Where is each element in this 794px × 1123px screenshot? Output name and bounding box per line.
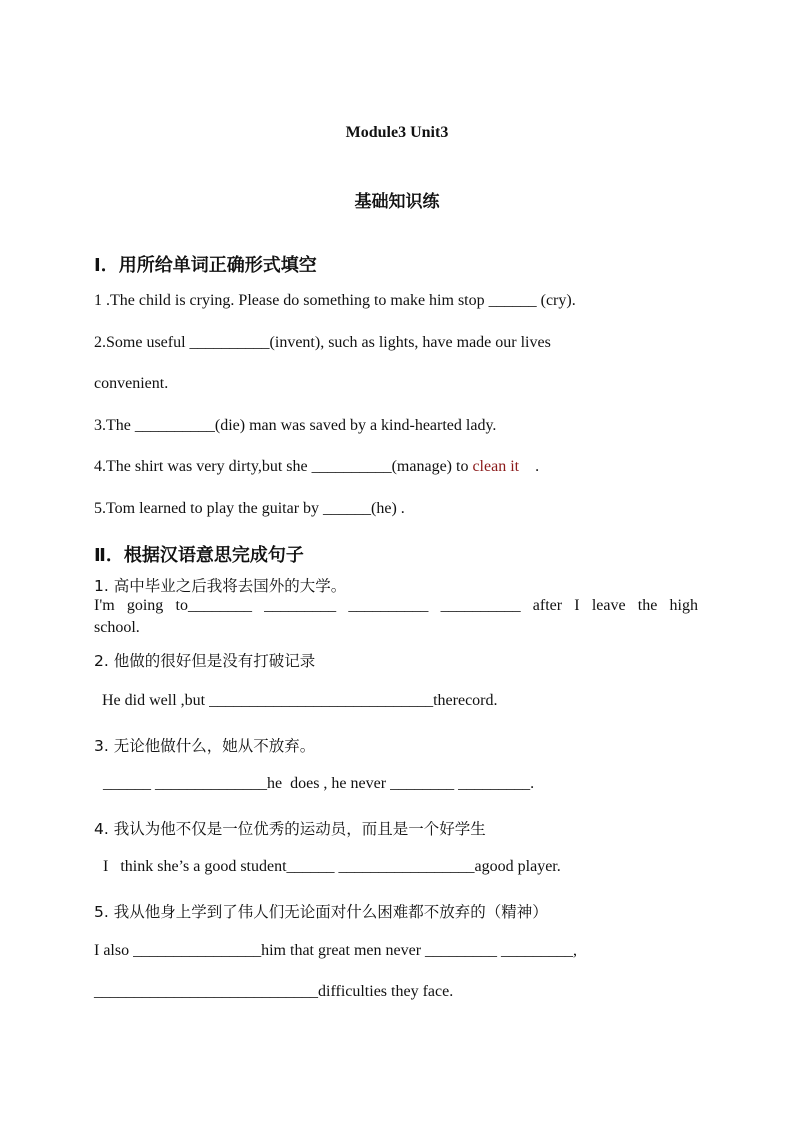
s2-question-2-english: He did well ,but ____________________________therecord.	[102, 692, 498, 709]
section-2-heading: Ⅱ．根据汉语意思完成句子	[94, 545, 304, 566]
s1-question-1: 1 .The child is crying. Please do something to make him stop ______ (cry).	[94, 292, 576, 309]
page-subtitle: 基础知识练	[354, 192, 440, 212]
s1-question-4-text: 4.The shirt was very dirty,but she __________(manage) to	[94, 458, 473, 475]
s1-question-4-highlight: clean it	[472, 458, 520, 475]
s2-question-5-chinese: 5. 我从他身上学到了伟人们无论面对什么困难都不放弃的（精神）	[94, 903, 548, 921]
s1-question-2-line1: 2.Some useful __________(invent), such as lights, have made our lives	[94, 334, 551, 351]
s1-question-5: 5.Tom learned to play the guitar by ______(he) .	[94, 500, 405, 517]
s1-question-4-end: .	[519, 458, 540, 475]
s2-question-1-chinese: 1. 高中毕业之后我将去国外的大学。	[94, 577, 347, 595]
s2-question-1-english-line2: school.	[94, 619, 140, 636]
s2-question-4-english: I think she’s a good student______ _________________agood player.	[103, 858, 561, 875]
s2-question-3-chinese: 3. 无论他做什么，她从不放弃。	[94, 737, 316, 755]
s2-question-1-english-line1: I'm going to________ _________ __________ __________ after I leave the high	[94, 597, 698, 614]
page-title: Module3 Unit3	[345, 124, 449, 141]
s2-question-4-chinese: 4. 我认为他不仅是一位优秀的运动员，而且是一个好学生	[94, 820, 486, 838]
s2-question-5-english-line1: I also ________________him that great men never _________ _________,	[94, 942, 578, 959]
s2-question-5-english-line2: ____________________________difficulties they face.	[94, 983, 454, 1000]
s2-question-2-chinese: 2. 他做的很好但是没有打破记录	[94, 652, 316, 670]
s1-question-2-line2: convenient.	[94, 375, 169, 392]
s1-question-3: 3.The __________(die) man was saved by a kind-hearted lady.	[94, 417, 497, 434]
s2-question-3-english: ______ ______________he does , he never ________ _________.	[103, 775, 535, 792]
section-1-heading: Ⅰ．用所给单词正确形式填空	[94, 255, 317, 276]
s1-question-4	[94, 458, 539, 476]
